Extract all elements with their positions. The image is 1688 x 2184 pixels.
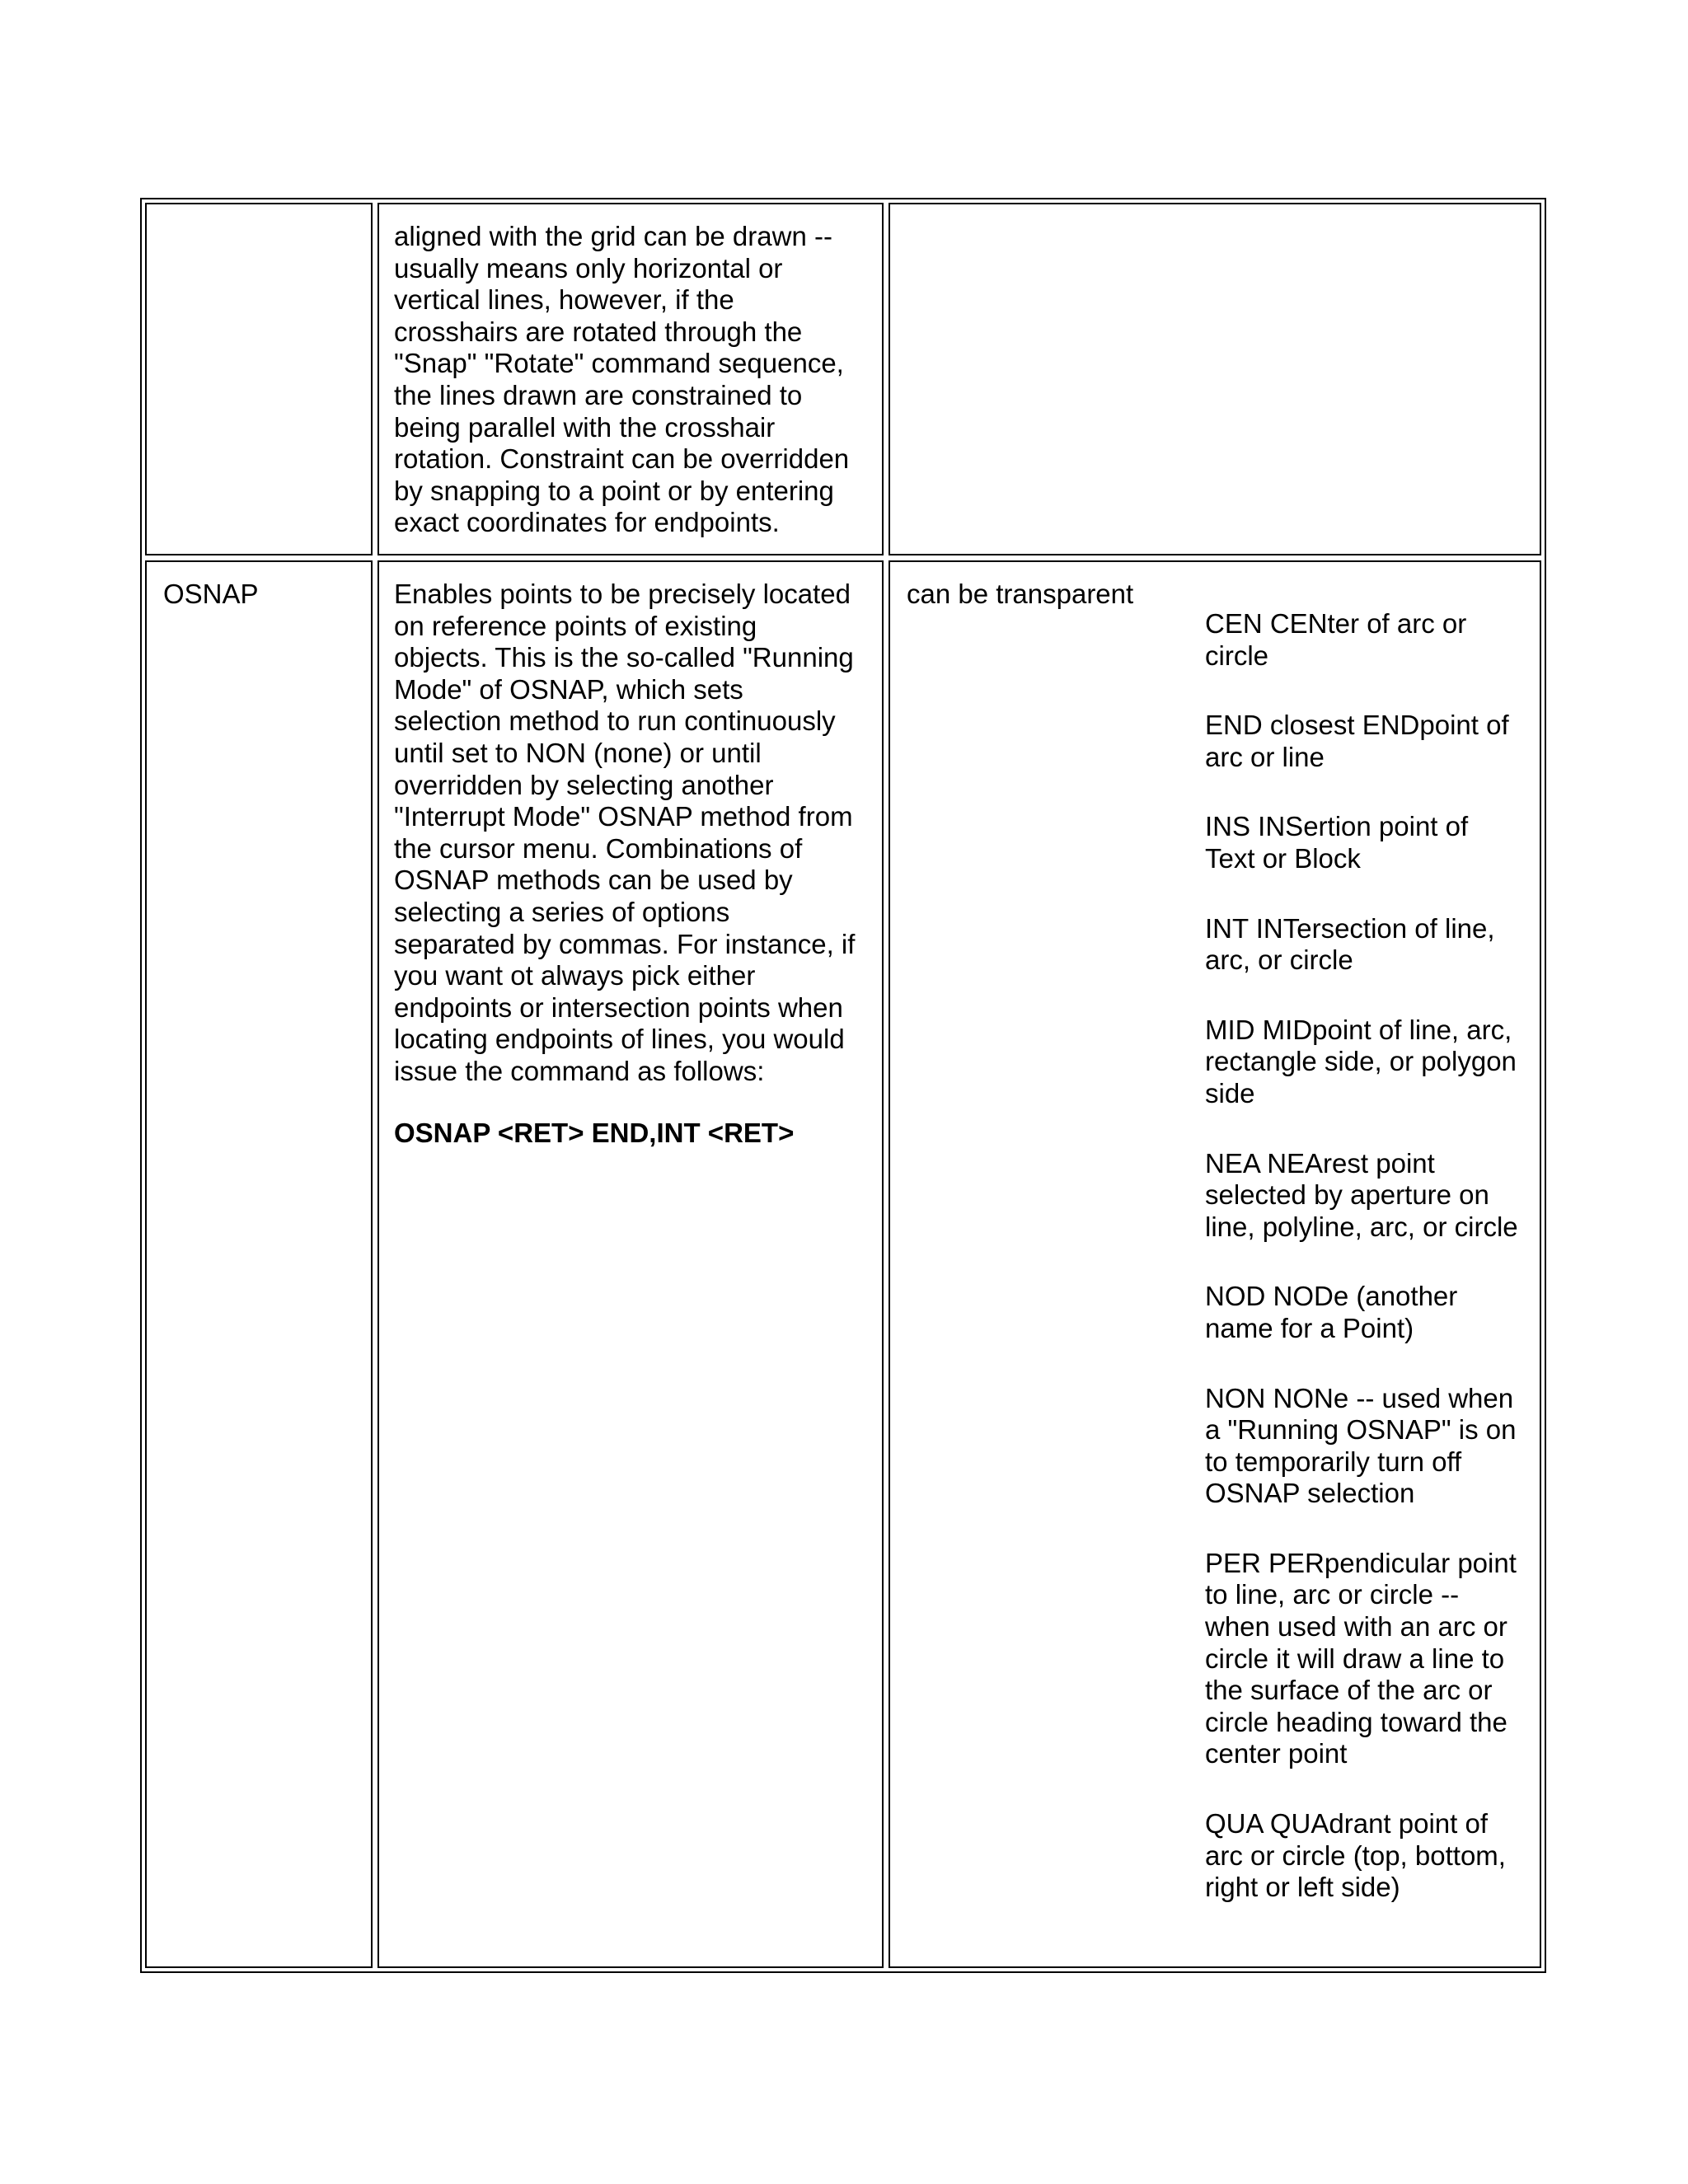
osnap-option-line: arc, or circle bbox=[1205, 944, 1353, 976]
osnap-option-line: center point bbox=[1205, 1738, 1348, 1769]
osnap-option-line: INT INTersection of line, bbox=[1205, 912, 1495, 944]
osnap-option bbox=[1205, 1548, 1535, 1770]
osnap-option-line: right or left side) bbox=[1205, 1872, 1400, 1903]
osnap-option bbox=[1205, 1383, 1535, 1510]
osnap-option-line: circle bbox=[1205, 640, 1269, 671]
row1-description-line: the lines drawn are constrained to bbox=[394, 379, 803, 410]
osnap-option-line: line, polyline, arc, or circle bbox=[1205, 1211, 1518, 1242]
row2-description-line: separated by commas. For instance, if bbox=[394, 928, 856, 959]
osnap-option-line: circle it will draw a line to bbox=[1205, 1643, 1505, 1674]
osnap-option-line: QUA QUAdrant point of bbox=[1205, 1808, 1489, 1840]
osnap-option-line: NOD NODe (another bbox=[1205, 1281, 1458, 1312]
osnap-option-line: side bbox=[1205, 1077, 1255, 1108]
row1-description-cell bbox=[377, 203, 884, 555]
osnap-option bbox=[1205, 1015, 1535, 1110]
example-command: OSNAP <RET> END,INT <RET> bbox=[394, 1118, 795, 1148]
osnap-option-line: to line, arc or circle -- bbox=[1205, 1579, 1460, 1610]
osnap-option bbox=[1205, 811, 1535, 874]
osnap-option-line: END closest ENDpoint of bbox=[1205, 710, 1509, 741]
osnap-option-line: MID MIDpoint of line, arc, bbox=[1205, 1014, 1512, 1045]
transparent-note: can be transparent bbox=[907, 579, 1134, 609]
row2-description-line: on reference points of existing bbox=[394, 610, 757, 641]
row1-command-cell bbox=[145, 203, 373, 555]
osnap-option-line: selected by aperture on bbox=[1205, 1179, 1489, 1211]
row2-description-line: Mode" of OSNAP, which sets bbox=[394, 673, 743, 705]
osnap-option bbox=[1205, 608, 1535, 672]
row2-description-line: issue the command as follows: bbox=[394, 1055, 765, 1086]
row2-description-line: overridden by selecting another bbox=[394, 769, 774, 800]
row1-description-line: by snapping to a point or by entering bbox=[394, 475, 834, 506]
row2-description-line: the cursor menu. Combinations of bbox=[394, 832, 803, 864]
row2-description-line: until set to NON (none) or until bbox=[394, 737, 762, 768]
osnap-option bbox=[1205, 913, 1535, 977]
osnap-option-line: PER PERpendicular point bbox=[1205, 1547, 1517, 1578]
osnap-option-line: circle heading toward the bbox=[1205, 1706, 1507, 1737]
row1-description-line: being parallel with the crosshair bbox=[394, 411, 776, 443]
osnap-option-line: INS INSertion point of bbox=[1205, 811, 1469, 842]
row2-description-line: selecting a series of options bbox=[394, 896, 730, 927]
row1-description-line: usually means only horizontal or bbox=[394, 252, 783, 284]
row2-description-line: locating endpoints of lines, you would bbox=[394, 1024, 845, 1055]
osnap-option bbox=[1205, 1808, 1535, 1904]
osnap-option-line: name for a Point) bbox=[1205, 1312, 1414, 1343]
osnap-option-line: to temporarily turn off bbox=[1205, 1446, 1462, 1477]
row2-description-line: selection method to run continuously bbox=[394, 705, 836, 737]
row2-description-text bbox=[394, 579, 855, 1088]
osnap-option-line: OSNAP selection bbox=[1205, 1478, 1415, 1509]
row2-description-line: endpoints or intersection points when bbox=[394, 991, 843, 1023]
osnap-option-line: when used with an arc or bbox=[1205, 1611, 1507, 1643]
row2-description-line: OSNAP methods can be used by bbox=[394, 865, 793, 896]
osnap-option-line: Text or Block bbox=[1205, 842, 1361, 874]
row1-description-line: "Snap" "Rotate" command sequence, bbox=[394, 348, 844, 379]
row1-description-text bbox=[394, 221, 849, 539]
osnap-options-list bbox=[1205, 608, 1535, 1942]
osnap-option-line: arc or circle (top, bottom, bbox=[1205, 1840, 1506, 1871]
osnap-option-line: NON NONe -- used when bbox=[1205, 1382, 1514, 1413]
osnap-option-line: rectangle side, or polygon bbox=[1205, 1046, 1517, 1077]
osnap-option-line: a "Running OSNAP" is on bbox=[1205, 1414, 1517, 1446]
row1-notes-cell bbox=[889, 203, 1541, 555]
row1-description-line: rotation. Constraint can be overridden bbox=[394, 443, 850, 475]
command-name: OSNAP bbox=[163, 579, 259, 609]
row2-description-line: Enables points to be precisely located bbox=[394, 579, 851, 609]
osnap-option bbox=[1205, 1148, 1535, 1244]
row1-description-line: aligned with the grid can be drawn -- bbox=[394, 221, 832, 251]
osnap-option-line: CEN CENter of arc or bbox=[1205, 608, 1467, 639]
row2-description-line: "Interrupt Mode" OSNAP method from bbox=[394, 801, 853, 832]
osnap-option-line: the surface of the arc or bbox=[1205, 1675, 1493, 1706]
row1-description-line: vertical lines, however, if the bbox=[394, 284, 734, 316]
row2-description-line: you want ot always pick either bbox=[394, 960, 756, 991]
row1-description-line: crosshairs are rotated through the bbox=[394, 316, 803, 347]
row2-description-line: objects. This is the so-called "Running bbox=[394, 642, 854, 673]
osnap-option-line: arc or line bbox=[1205, 741, 1325, 772]
row2-command-cell bbox=[145, 560, 373, 1968]
osnap-option bbox=[1205, 710, 1535, 773]
row2-description-cell bbox=[377, 560, 884, 1968]
osnap-option bbox=[1205, 1281, 1535, 1344]
row1-description-line: exact coordinates for endpoints. bbox=[394, 507, 780, 538]
osnap-option-line: NEA NEArest point bbox=[1205, 1147, 1435, 1179]
